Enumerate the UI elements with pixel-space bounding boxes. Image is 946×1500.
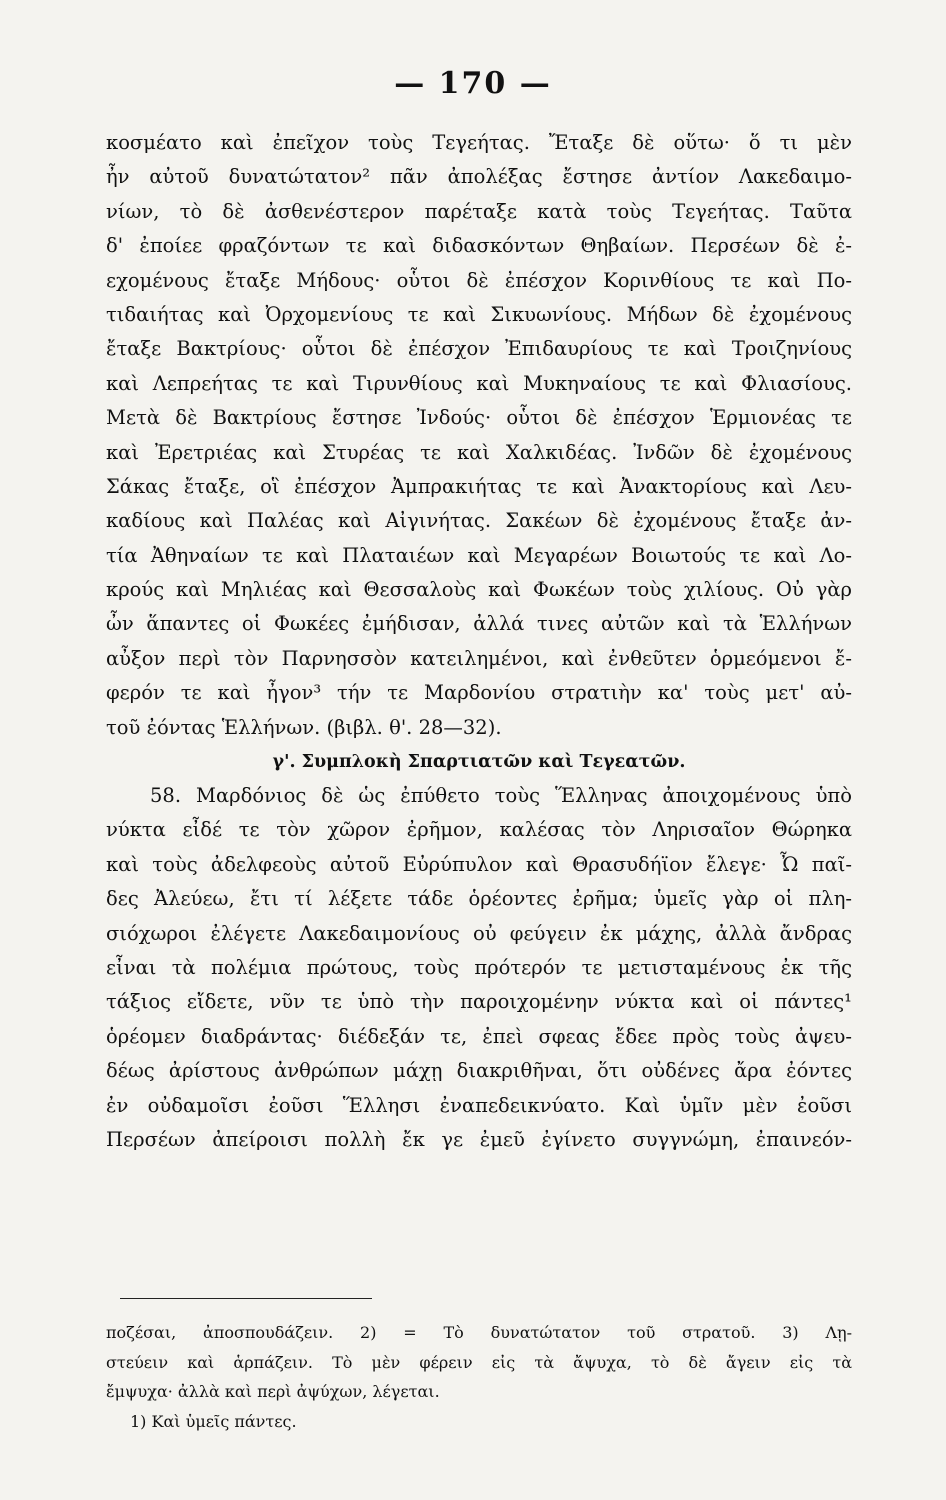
text-line: σιόχωροι ἐλέγετε Λακεδαιμονίους οὐ φεύγειν ἐκ μάχης, ἀλλὰ ἄνδρας xyxy=(106,921,852,945)
text-line: τάξιος εἴδετε, νῦν τε ὑπὸ τὴν παροιχομένην νύκτα καὶ οἱ πάντες¹ xyxy=(106,990,852,1014)
text-line: νύκτα εἶδέ τε τὸν χῶρον ἐρῆμον, καλέσας τὸν Ληρισαῖον Θώρηκα xyxy=(106,818,852,842)
text-line: ὁρέομεν διαδράντας· διέδεξάν τε, ἐπεὶ σφεας ἔδεε πρὸς τοὺς ἀψευ- xyxy=(106,1024,852,1048)
text-line: καὶ τοὺς ἀδελφεοὺς αὐτοῦ Εὐρύπυλον καὶ Θρασυδήϊον ἔλεγε· Ὦ παῖ- xyxy=(106,852,852,876)
text-line: ἔταξε Βακτρίους· οὗτοι δὲ ἐπέσχον Ἐπιδαυρίους τε καὶ Τροιζηνίους xyxy=(106,337,852,361)
text-line: κοσμέατο καὶ ἐπεῖχον τοὺς Τεγεήτας. Ἔταξε δὲ οὕτω· ὅ τι μὲν xyxy=(106,131,852,154)
text-line: καὶ Ἐρετριέας καὶ Στυρέας τε καὶ Χαλκιδέας. Ἰνδῶν δὲ ἐχομένους xyxy=(106,440,852,464)
text-line: ἐν οὐδαμοῖσι ἐοῦσι Ἕλλησι ἐναπεδεικνύατο. Καὶ ὑμῖν μὲν ἐοῦσι xyxy=(106,1093,852,1117)
text-line: καὶ Λεπρεήτας τε καὶ Τιρυνθίους καὶ Μυκηναίους τε καὶ Φλιασίους. xyxy=(106,371,852,395)
text-line: αὖξον περὶ τὸν Παρνησσὸν κατειλημένοι, καὶ ἐνθεῦτεν ὁρμεόμενοι ἔ- xyxy=(106,646,852,670)
text-line: Μετὰ δὲ Βακτρίους ἔστησε Ἰνδούς· οὗτοι δὲ ἐπέσχον Ἑρμιονέας τε xyxy=(106,406,852,430)
text-line: κρούς καὶ Μηλιέας καὶ Θεσσαλοὺς καὶ Φωκέων τοὺς χιλίους. Οὐ γὰρ xyxy=(106,578,852,602)
footnote-line: ποζέσαι, ἀποσπουδάζειν. 2) = Τὸ δυνατώτατον τοῦ στρατοῦ. 3) Λῃ- xyxy=(106,1323,852,1342)
text-line: Περσέων ἀπείροισι πολλὴ ἔκ γε ἐμεῦ ἐγίνετο συγγνώμη, ἐπαινεόν- xyxy=(106,1127,852,1151)
text-line: ὦν ἅπαντες οἱ Φωκέες ἐμήδισαν, ἀλλά τινες αὐτῶν καὶ τὰ Ἑλλήνων xyxy=(106,612,852,636)
text-line: δ' ἐποίεε φραζόντων τε καὶ διδασκόντων Θηβαίων. Περσέων δὲ ἐ- xyxy=(106,234,852,258)
text-line: δέως ἀρίστους ἀνθρώπων μάχῃ διακριθῆναι, ὅτι οὐδένες ἄρα ἐόντες xyxy=(106,1059,852,1083)
text-line: τιδαιήτας καὶ Ὀρχομενίους τε καὶ Σικυωνίους. Μήδων δὲ ἐχομένους xyxy=(106,302,852,326)
paragraph-first-line: 58. Μαρδόνιος δὲ ὡς ἐπύθετο τοὺς Ἕλληνας ἀποιχομένους ὑπὸ xyxy=(150,784,852,808)
footnotes xyxy=(106,1318,852,1436)
text-line: νίων, τὸ δὲ ἀσθενέστερον παρέταξε κατὰ τοὺς Τεγεήτας. Ταῦτα xyxy=(106,199,852,223)
text-line: εχομένους ἔταξε Μήδους· οὗτοι δὲ ἐπέσχον Κορινθίους τε καὶ Πο- xyxy=(106,268,852,292)
text-line: τία Ἀθηναίων τε καὶ Πλαταιέων καὶ Μεγαρέων Βοιωτούς τε καὶ Λο- xyxy=(106,543,852,567)
footnote-divider xyxy=(120,1298,372,1299)
footnote-line: 1) Καὶ ὑμεῖς πάντες. xyxy=(130,1411,297,1431)
footnote-line: στεύειν καὶ ἁρπάζειν. Τὸ μὲν φέρειν εἰς τὰ ἄψυχα, τὸ δὲ ἄγειν εἰς τὰ xyxy=(106,1352,852,1372)
text-line: καδίους καὶ Παλέας καὶ Αἰγινήτας. Σακέων δὲ ἐχομένους ἔταξε ἀν- xyxy=(106,509,852,533)
page-number: — 170 — xyxy=(394,66,552,101)
text-line: φερόν τε καὶ ἦγον³ τήν τε Μαρδονίου στρατιὴν κα' τοὺς μετ' αὐ- xyxy=(106,681,852,705)
footnote-line: ἔμψυχα· ἀλλὰ καὶ περὶ ἀψύχων, λέγεται. xyxy=(106,1382,440,1401)
text-line: εἶναι τὰ πολέμια πρώτους, τοὺς πρότερόν τε μετισταμένους ἐκ τῆς xyxy=(106,955,852,979)
section-heading: γ'. Συμπλοκὴ Σπαρτιατῶν καὶ Τεγεατῶν. xyxy=(272,752,686,773)
text-line: ἦν αὐτοῦ δυνατώτατον² πᾶν ἀπολέξας ἔστησε ἀντίον Λακεδαιμο- xyxy=(106,165,852,189)
text-line: Σάκας ἔταξε, οἳ ἐπέσχον Ἀμπρακιήτας τε καὶ Ἀνακτορίους καὶ Λευ- xyxy=(106,474,852,498)
main-text xyxy=(106,126,852,1157)
text-line: τοῦ ἐόντας Ἑλλήνων. (βιβλ. θ'. 28—32). xyxy=(106,715,502,739)
text-line: δες Ἀλεύεω, ἔτι τί λέξετε τάδε ὁρέοντες ἐρῆμα; ὑμεῖς γὰρ οἱ πλη- xyxy=(106,887,852,911)
